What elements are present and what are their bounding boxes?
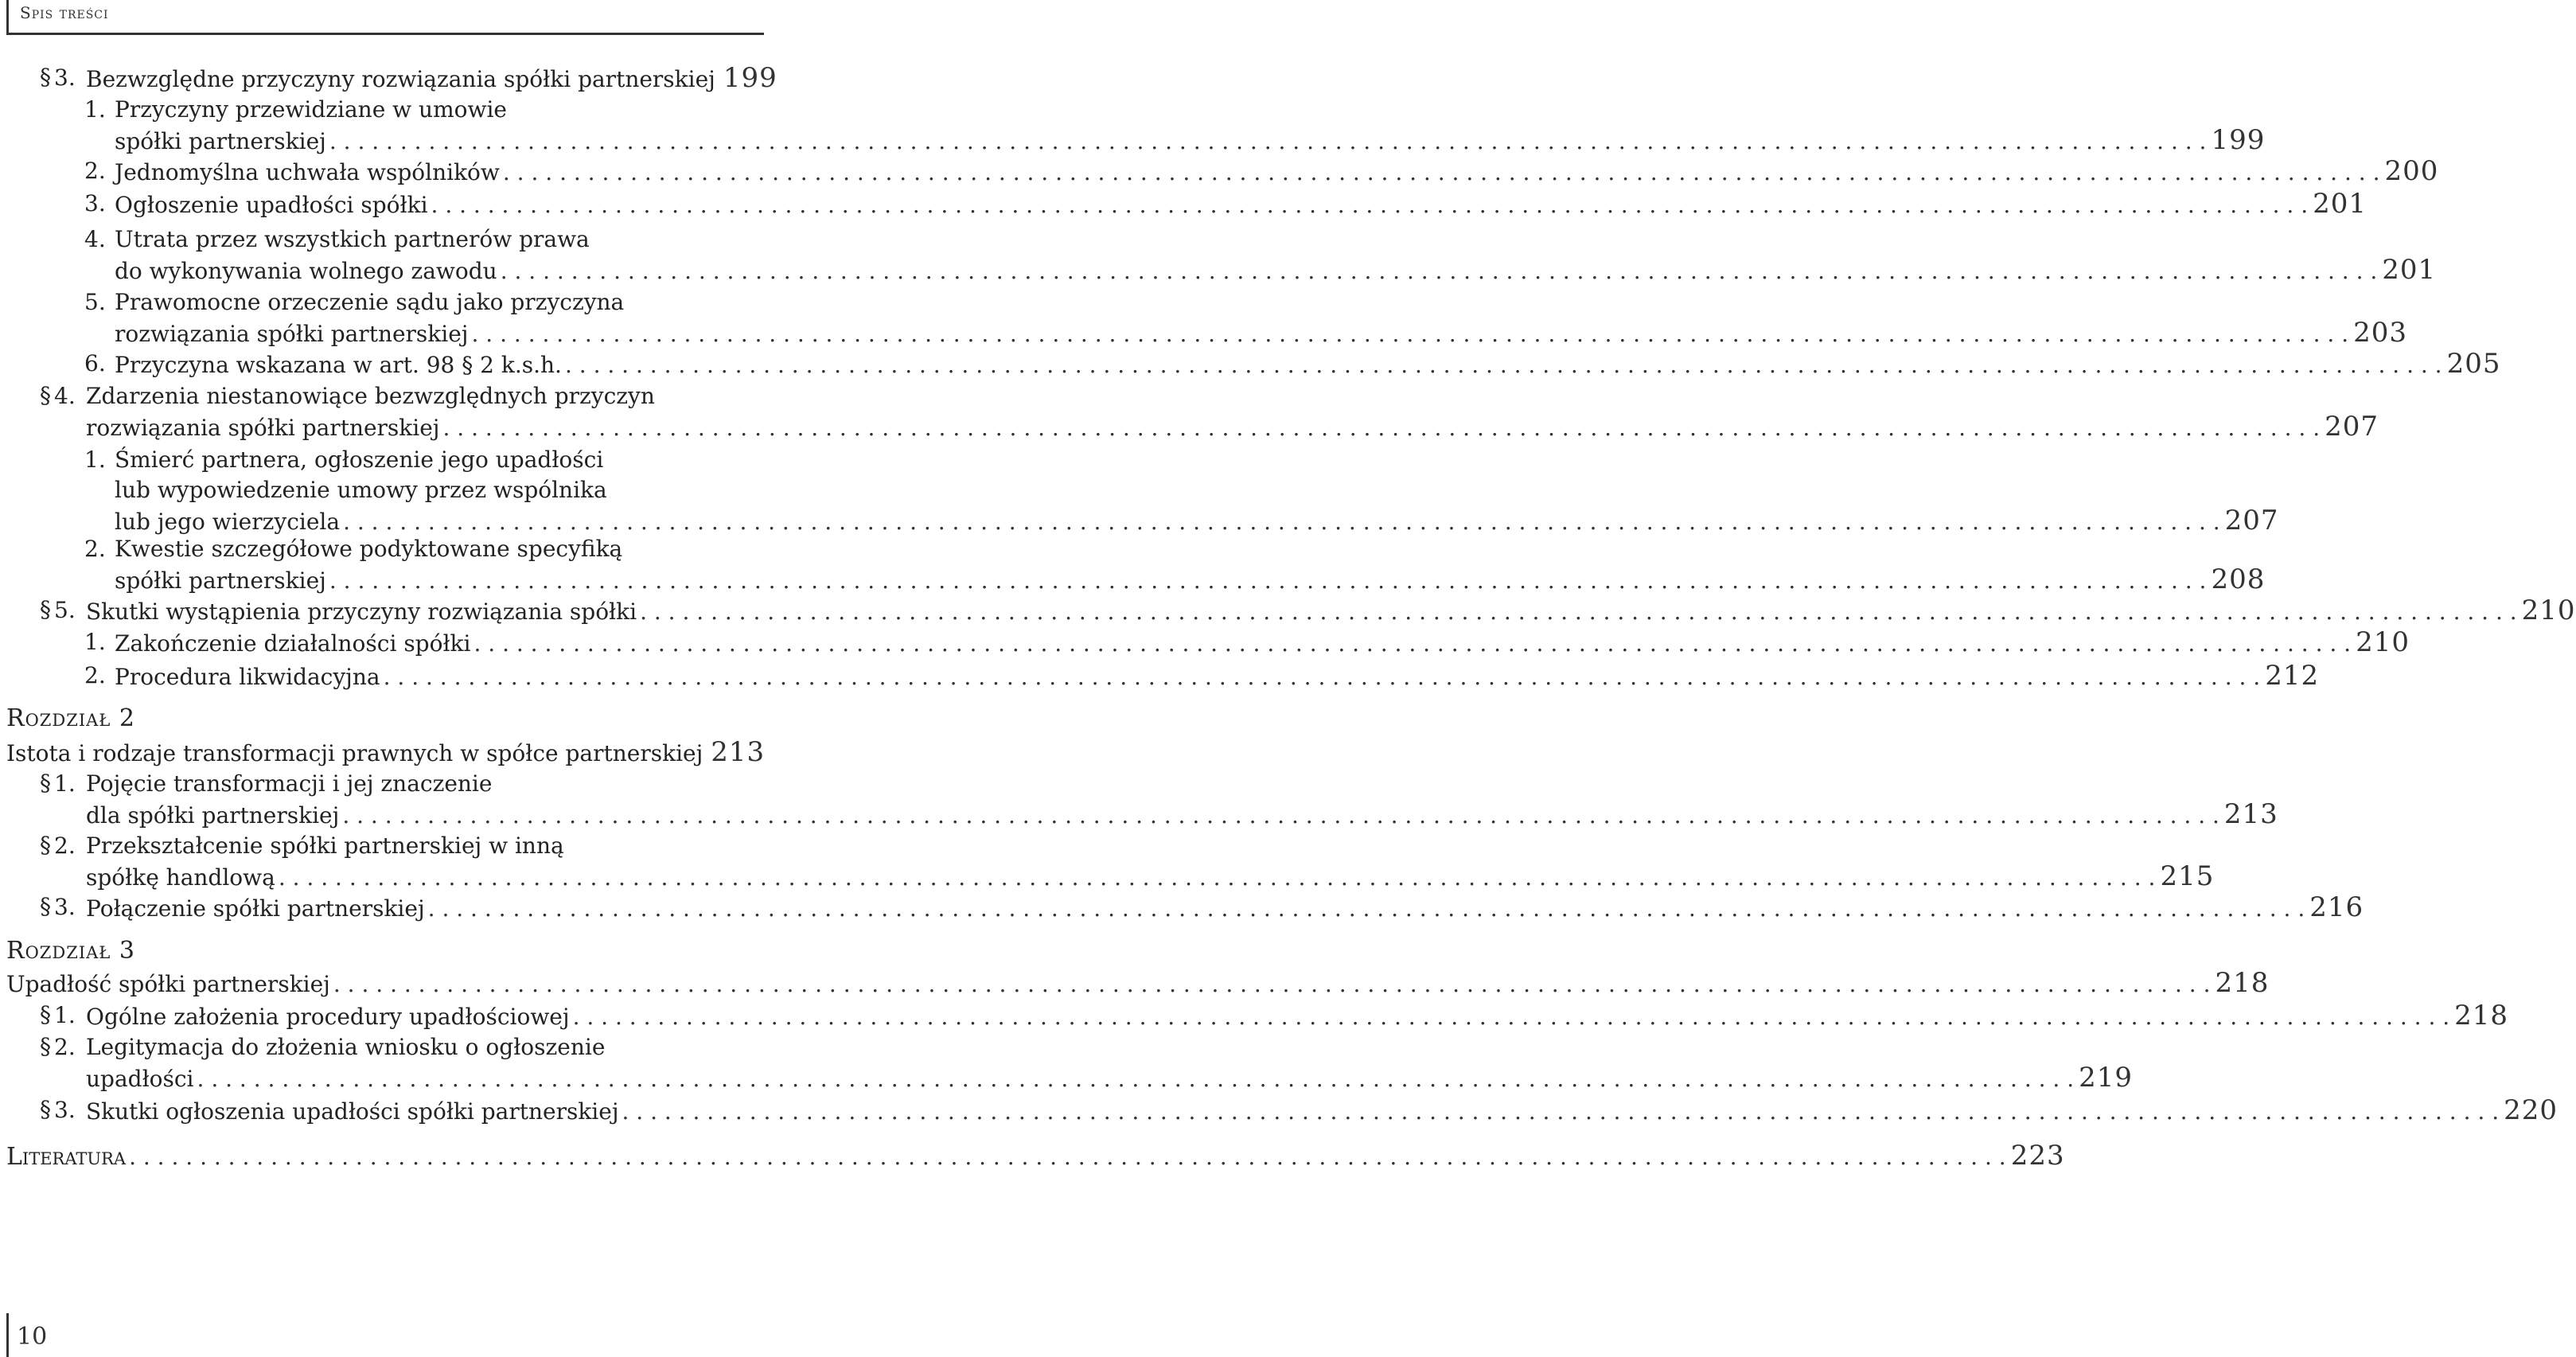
toc-entry[interactable] [115,444,2279,536]
running-head-title: Spis treści [20,3,109,22]
leader-dots [279,862,2156,894]
entry-title-line: Literatura [6,1143,127,1171]
entry-number: 1. [54,1002,76,1028]
entry-title-line: Zdarzenia niestanowiące bezwzględnych przyczyn [86,383,655,409]
section-sign: § [40,1033,51,1059]
page-ref: 205 [2446,348,2501,380]
page-ref: 223 [2010,1140,2065,1172]
toc-entry[interactable] [86,62,777,94]
entry-title-line: Legitymacja do złożenia wniosku o ogłoszenie [86,1034,606,1060]
toc-entry[interactable] [86,1000,2509,1031]
leader-dots [329,126,2207,158]
entry-title-line: Utrata przez wszystkich partnerów prawa [115,226,590,252]
page-ref: 212 [2265,660,2320,692]
toc-entry[interactable] [115,533,2266,595]
page-ref: 216 [2309,891,2364,923]
entry-title-line: Przekształcenie spółki partnerskiej w inną [86,833,564,859]
chapter-heading: Rozdział 3 [6,937,135,965]
toc-entry[interactable] [86,380,2379,443]
leader-dots [573,1001,2450,1033]
leader-dots [474,628,2351,660]
page-ref: 218 [2454,1000,2509,1031]
page-number: 10 [17,1323,48,1351]
entry-number: 1. [54,770,76,797]
page-ref: 207 [2325,411,2379,443]
leader-dots [640,596,2517,628]
leader-dots [197,1063,2075,1095]
leader-dots [431,189,2309,221]
entry-title-line: rozwiązania spółki partnerskiej [115,321,469,347]
entry-number: 4. [54,383,76,409]
leader-dots [329,565,2207,597]
page-ref: 210 [2521,595,2576,626]
entry-title-line: Bezwzględne przyczyny rozwiązania spółki partnerskiej [86,66,715,92]
entry-number: 3. [54,894,76,920]
leader-dots [442,412,2320,444]
toc-entry[interactable] [86,1031,2134,1094]
entry-number: 5. [54,597,76,623]
entry-number: 2. [84,536,106,562]
entry-title-line: Skutki wystąpienia przyczyny rozwiązania spółki [86,599,637,625]
entry-title-line: Istota i rodzaje transformacji prawnych w spółce partnerskiej [6,740,703,766]
toc-entry[interactable] [115,348,2501,380]
page-ref: 208 [2211,563,2266,595]
entry-title-line: Procedura likwidacyjna [115,664,380,690]
entry-number: 1. [84,446,106,473]
entry-title-line: dla spółki partnerskiej [86,802,340,829]
entry-title-line: Śmierć partnera, ogłoszenie jego upadłości [115,446,604,473]
leader-dots [129,1141,2006,1173]
page-ref: 200 [2384,155,2439,187]
entry-number: 2. [84,662,106,688]
leader-dots [471,318,2348,350]
page-ref: 201 [2313,188,2368,220]
section-sign: § [40,832,51,858]
toc-entry[interactable] [86,768,2278,830]
entry-number: 4. [84,226,106,252]
page-ref: 199 [2211,124,2266,156]
entry-title-line: Kwestie szczegółowe podyktowane specyfiką [115,536,623,562]
page-ref: 219 [2079,1062,2134,1094]
entry-title-line: Pojęcie transformacji i jej znaczenie [86,770,493,797]
leader-dots [501,255,2378,287]
entry-title-line: Ogłoszenie upadłości spółki [115,192,428,218]
toc-entry[interactable] [115,287,2407,349]
entry-number: 1. [84,96,106,123]
entry-title-line: lub jego wierzyciela [115,509,341,535]
entry-number: 3. [54,1097,76,1123]
entry-title-line: spółki partnerskiej [115,128,326,154]
page-ref: 201 [2382,254,2437,286]
entry-number: 2. [54,1034,76,1060]
page-ref: 210 [2356,626,2410,658]
entry-number: 6. [84,350,106,376]
entry-title-line: Upadłość spółki partnerskiej [6,971,330,997]
leader-dots [384,661,2261,693]
entry-title-line: Zakończenie działalności spółki [115,630,471,657]
section-sign: § [40,770,51,796]
toc-entry[interactable] [86,891,2364,923]
page-ref: 207 [2224,505,2279,536]
entry-title-line: rozwiązania spółki partnerskiej [86,415,440,441]
entry-title-line: spółki partnerskiej [115,567,326,594]
leader-dots [565,349,2442,381]
toc-entry[interactable] [6,736,766,768]
page-ref: 215 [2160,860,2215,892]
section-sign: § [40,382,51,408]
page-ref: 199 [723,62,777,94]
leader-dots [622,1096,2500,1128]
chapter-heading: Rozdział 2 [6,704,135,732]
toc-entry[interactable] [86,595,2576,626]
entry-title-line: Jednomyślna uchwała wspólników [115,159,500,185]
entry-title-line: Skutki ogłoszenia upadłości spółki partnerskiej [86,1098,619,1125]
entry-title-line: Połączenie spółki partnerskiej [86,895,425,922]
entry-number: 5. [84,289,106,315]
toc-entry[interactable] [115,94,2266,156]
section-sign: § [40,893,51,919]
entry-title-line: Przyczyny przewidziane w umowie [115,96,507,123]
leader-dots [333,969,2211,1000]
running-head [6,0,764,35]
leader-dots [428,893,2305,925]
entry-title-line: Prawomocne orzeczenie sądu jako przyczyna [115,289,625,315]
toc-entry[interactable] [86,830,2215,892]
toc-entry[interactable] [115,660,2320,692]
toc-entry[interactable] [6,967,2270,999]
section-sign: § [40,596,51,622]
page-ref: 220 [2504,1094,2558,1126]
entry-number: 2. [84,158,106,184]
toc-entry[interactable] [115,155,2439,187]
toc-entry[interactable] [6,1140,2065,1172]
page-ref: 218 [2215,967,2270,999]
entry-number: 1. [84,629,106,655]
toc-entry[interactable] [86,1094,2558,1126]
toc-entry[interactable] [115,626,2410,658]
leader-dots [503,157,2380,189]
section-sign: § [40,64,51,90]
section-sign: § [40,1001,51,1027]
page-ref: 203 [2353,317,2407,349]
entry-title-line: upadłości [86,1066,194,1092]
section-sign: § [40,1096,51,1122]
leader-dots [342,800,2219,832]
page-ref: 213 [711,736,766,768]
page-ref: 213 [2223,798,2278,830]
entry-number: 3. [54,64,76,91]
entry-title-line: do wykonywania wolnego zawodu [115,258,497,284]
entry-title-line: spółkę handlową [86,864,275,891]
entry-title-line: Przyczyna wskazana w art. 98 § 2 k.s.h. [115,352,562,378]
entry-number: 2. [54,833,76,859]
entry-title-line: Ogólne założenia procedury upadłościowej [86,1004,570,1030]
page-footer [6,1313,57,1357]
toc-entry[interactable] [115,224,2437,286]
entry-title-line: lub wypowiedzenie umowy przez wspólnika [115,477,607,503]
toc-entry[interactable] [115,188,2368,220]
entry-number: 3. [84,190,106,216]
